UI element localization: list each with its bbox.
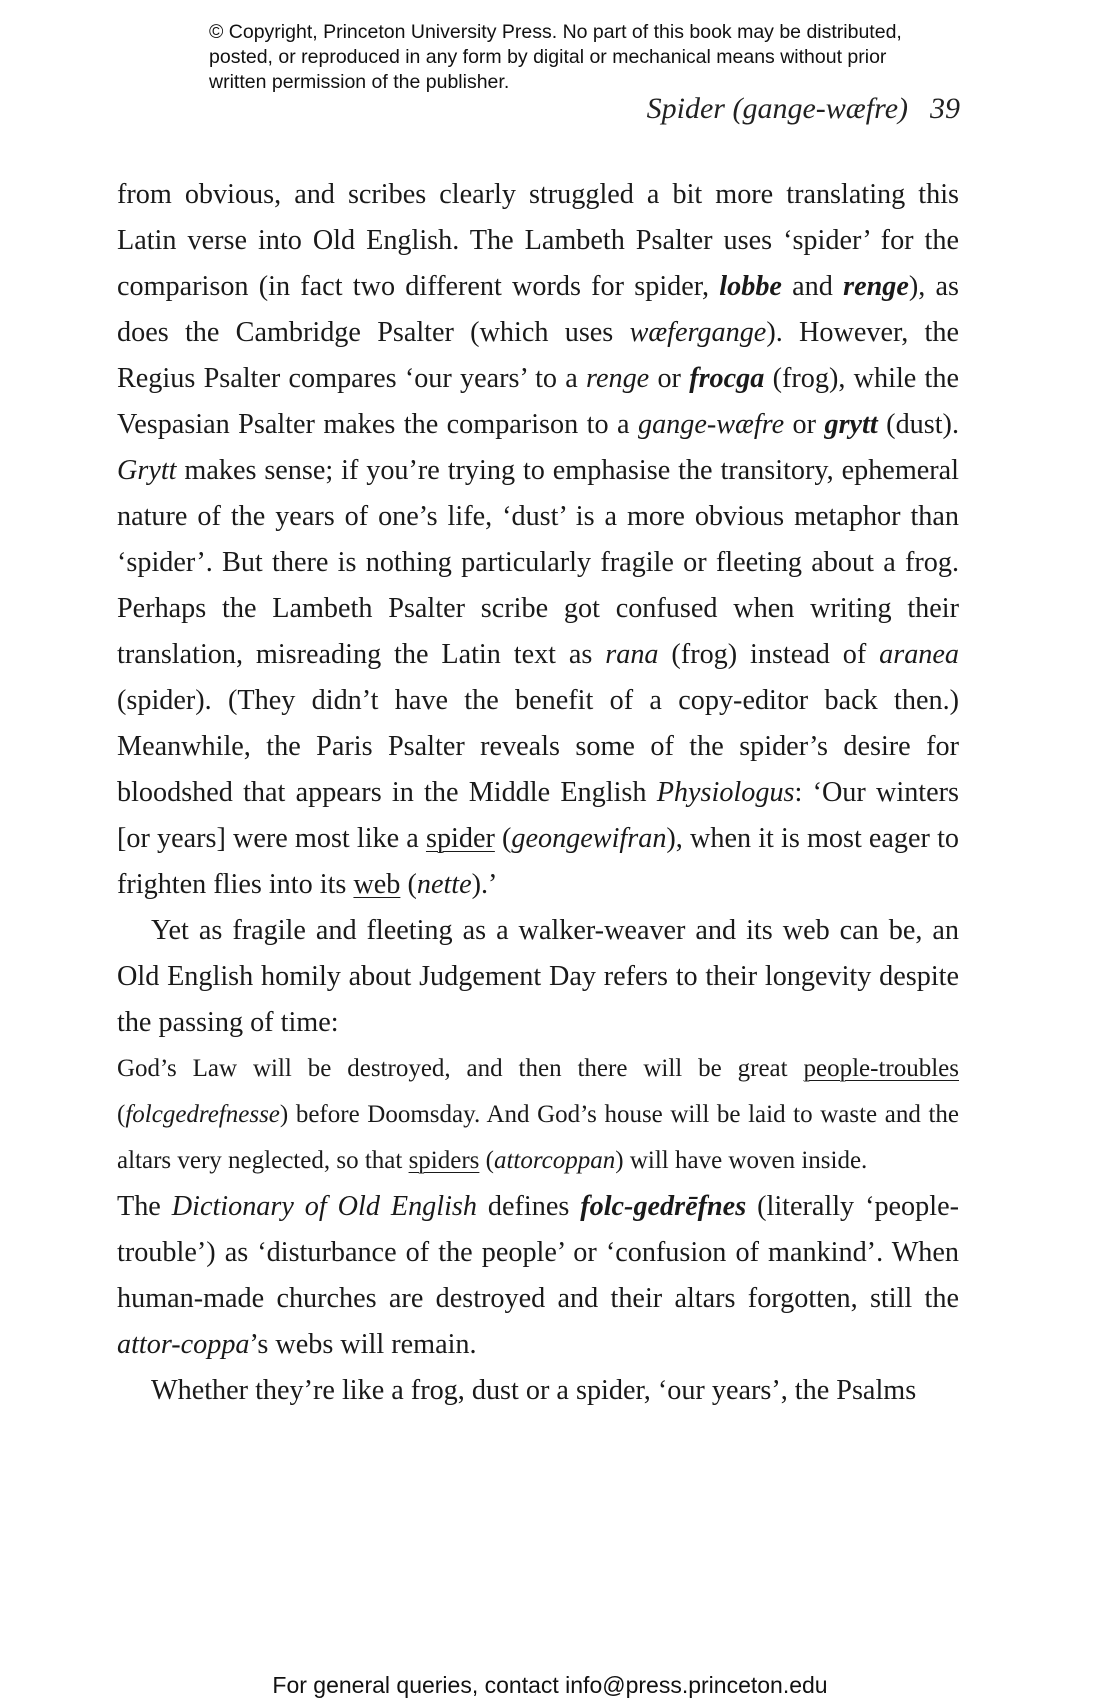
text-run: The: [117, 1191, 172, 1222]
body-text: [117, 172, 959, 1414]
term-attor-coppa: attor-coppa: [117, 1329, 250, 1360]
term-lobbe: lobbe: [719, 271, 782, 302]
paragraph-4: Whether they’re like a frog, dust or a spider, ‘our years’, the Psalms: [151, 1375, 917, 1406]
underlined-web: web: [353, 869, 401, 900]
term-attorcoppan: attorcoppan: [493, 1147, 616, 1174]
text-run: and: [781, 271, 844, 302]
text-run: ) before Doomsday. And God’s house will be laid to waste and the altars very neglected, so that: [117, 1101, 959, 1174]
footer-contact: For general queries, contact info@press.princeton.edu: [272, 1672, 828, 1698]
term-renge: renge: [843, 271, 909, 302]
term-renge-italic: renge: [586, 363, 650, 394]
term-folcgedrefnesse: folcgedrefnesse: [125, 1101, 280, 1128]
title-physiologus: Physiologus: [656, 777, 795, 808]
term-aranea: aranea: [879, 639, 959, 670]
text-run: or: [784, 409, 825, 440]
text-run: ) will have woven inside.: [615, 1147, 868, 1174]
paragraph-3: [117, 1184, 959, 1368]
underlined-people-troubles: people-troubles: [803, 1055, 959, 1082]
text-run: (literally ‘people-trouble’) as ‘disturbance of the people’ or ‘confusion of mankind’. When human-made churches are destroyed and their altars forgotten, still the: [117, 1191, 959, 1314]
text-run: God’s Law will be destroyed, and then there will be great: [117, 1055, 804, 1082]
running-head-title: Spider (gange-wæfre): [646, 92, 908, 125]
text-run: (spider). (They didn’t have the benefit of a copy-editor back then.) Meanwhile, the Paris Psalter reveals some of the spider’s desire for bloodshed that appears in the Middle English: [117, 685, 959, 808]
term-frocga: frocga: [689, 363, 765, 394]
text-run: ’s webs will remain.: [249, 1329, 477, 1360]
block-quote: [117, 1046, 959, 1184]
term-nette: nette: [416, 869, 472, 900]
text-run: ). However, the Regius Psalter compares ‘our years’ to a: [117, 317, 959, 394]
term-grytt-italic: Grytt: [117, 455, 177, 486]
underlined-spider: spider: [425, 823, 495, 854]
text-run: (: [117, 1101, 126, 1128]
text-run: from obvious, and scribes clearly struggled a bit more translating this Latin verse into Old English. The Lambeth Psalter uses ‘spider’ for the comparison (in fact two different words for spider,: [117, 179, 959, 302]
text-run: (frog) instead of: [658, 639, 880, 670]
underlined-spiders: spiders: [408, 1147, 480, 1174]
text-run: : ‘Our winters [or years] were most like a: [117, 777, 959, 854]
paragraph-2: Yet as fragile and fleeting as a walker-weaver and its web can be, an Old English homily about Judgement Day refers to their longevity despite the passing of time:: [117, 915, 959, 1038]
running-head: [647, 92, 960, 126]
text-run: ), when it is most eager to frighten flies into its: [117, 823, 959, 900]
text-run: (: [400, 869, 417, 900]
paragraph-1: [117, 172, 959, 908]
title-dictionary-of-old-english: Dictionary of Old English: [171, 1191, 477, 1222]
text-run: ), as does the Cambridge Psalter (which uses: [117, 271, 960, 348]
term-rana: rana: [605, 639, 659, 670]
text-run: (frog), while the Vespasian Psalter makes the comparison to a: [117, 363, 959, 440]
text-run: (dust).: [877, 409, 959, 440]
text-run: defines: [476, 1191, 581, 1222]
term-grytt: grytt: [824, 409, 878, 440]
copyright-notice: © Copyright, Princeton University Press. No part of this book may be distributed, posted, or reproduced in any form by digital or mechanical means without prior written permission of the publisher.: [209, 21, 902, 93]
term-gange-waefre: gange-wæfre: [637, 409, 785, 440]
term-waefergange: wæfergange: [629, 317, 767, 348]
term-geongewifran: geongewifran: [511, 823, 667, 854]
text-run: ).’: [471, 869, 498, 900]
text-run: (: [494, 823, 512, 854]
term-folc-gedrefnes: folc-gedrēfnes: [580, 1191, 747, 1222]
text-run: makes sense; if you’re trying to emphasise the transitory, ephemeral nature of the years of one’s life, ‘dust’ is a more obvious metaphor than ‘spider’. But there is nothing particularly fragile or fleeting about a frog. Perhaps the Lambeth Psalter scribe got confused when writing their translation, misreading the Latin text as: [117, 455, 959, 670]
text-run: or: [649, 363, 690, 394]
page-number: 39: [930, 92, 960, 125]
text-run: (: [479, 1147, 494, 1174]
